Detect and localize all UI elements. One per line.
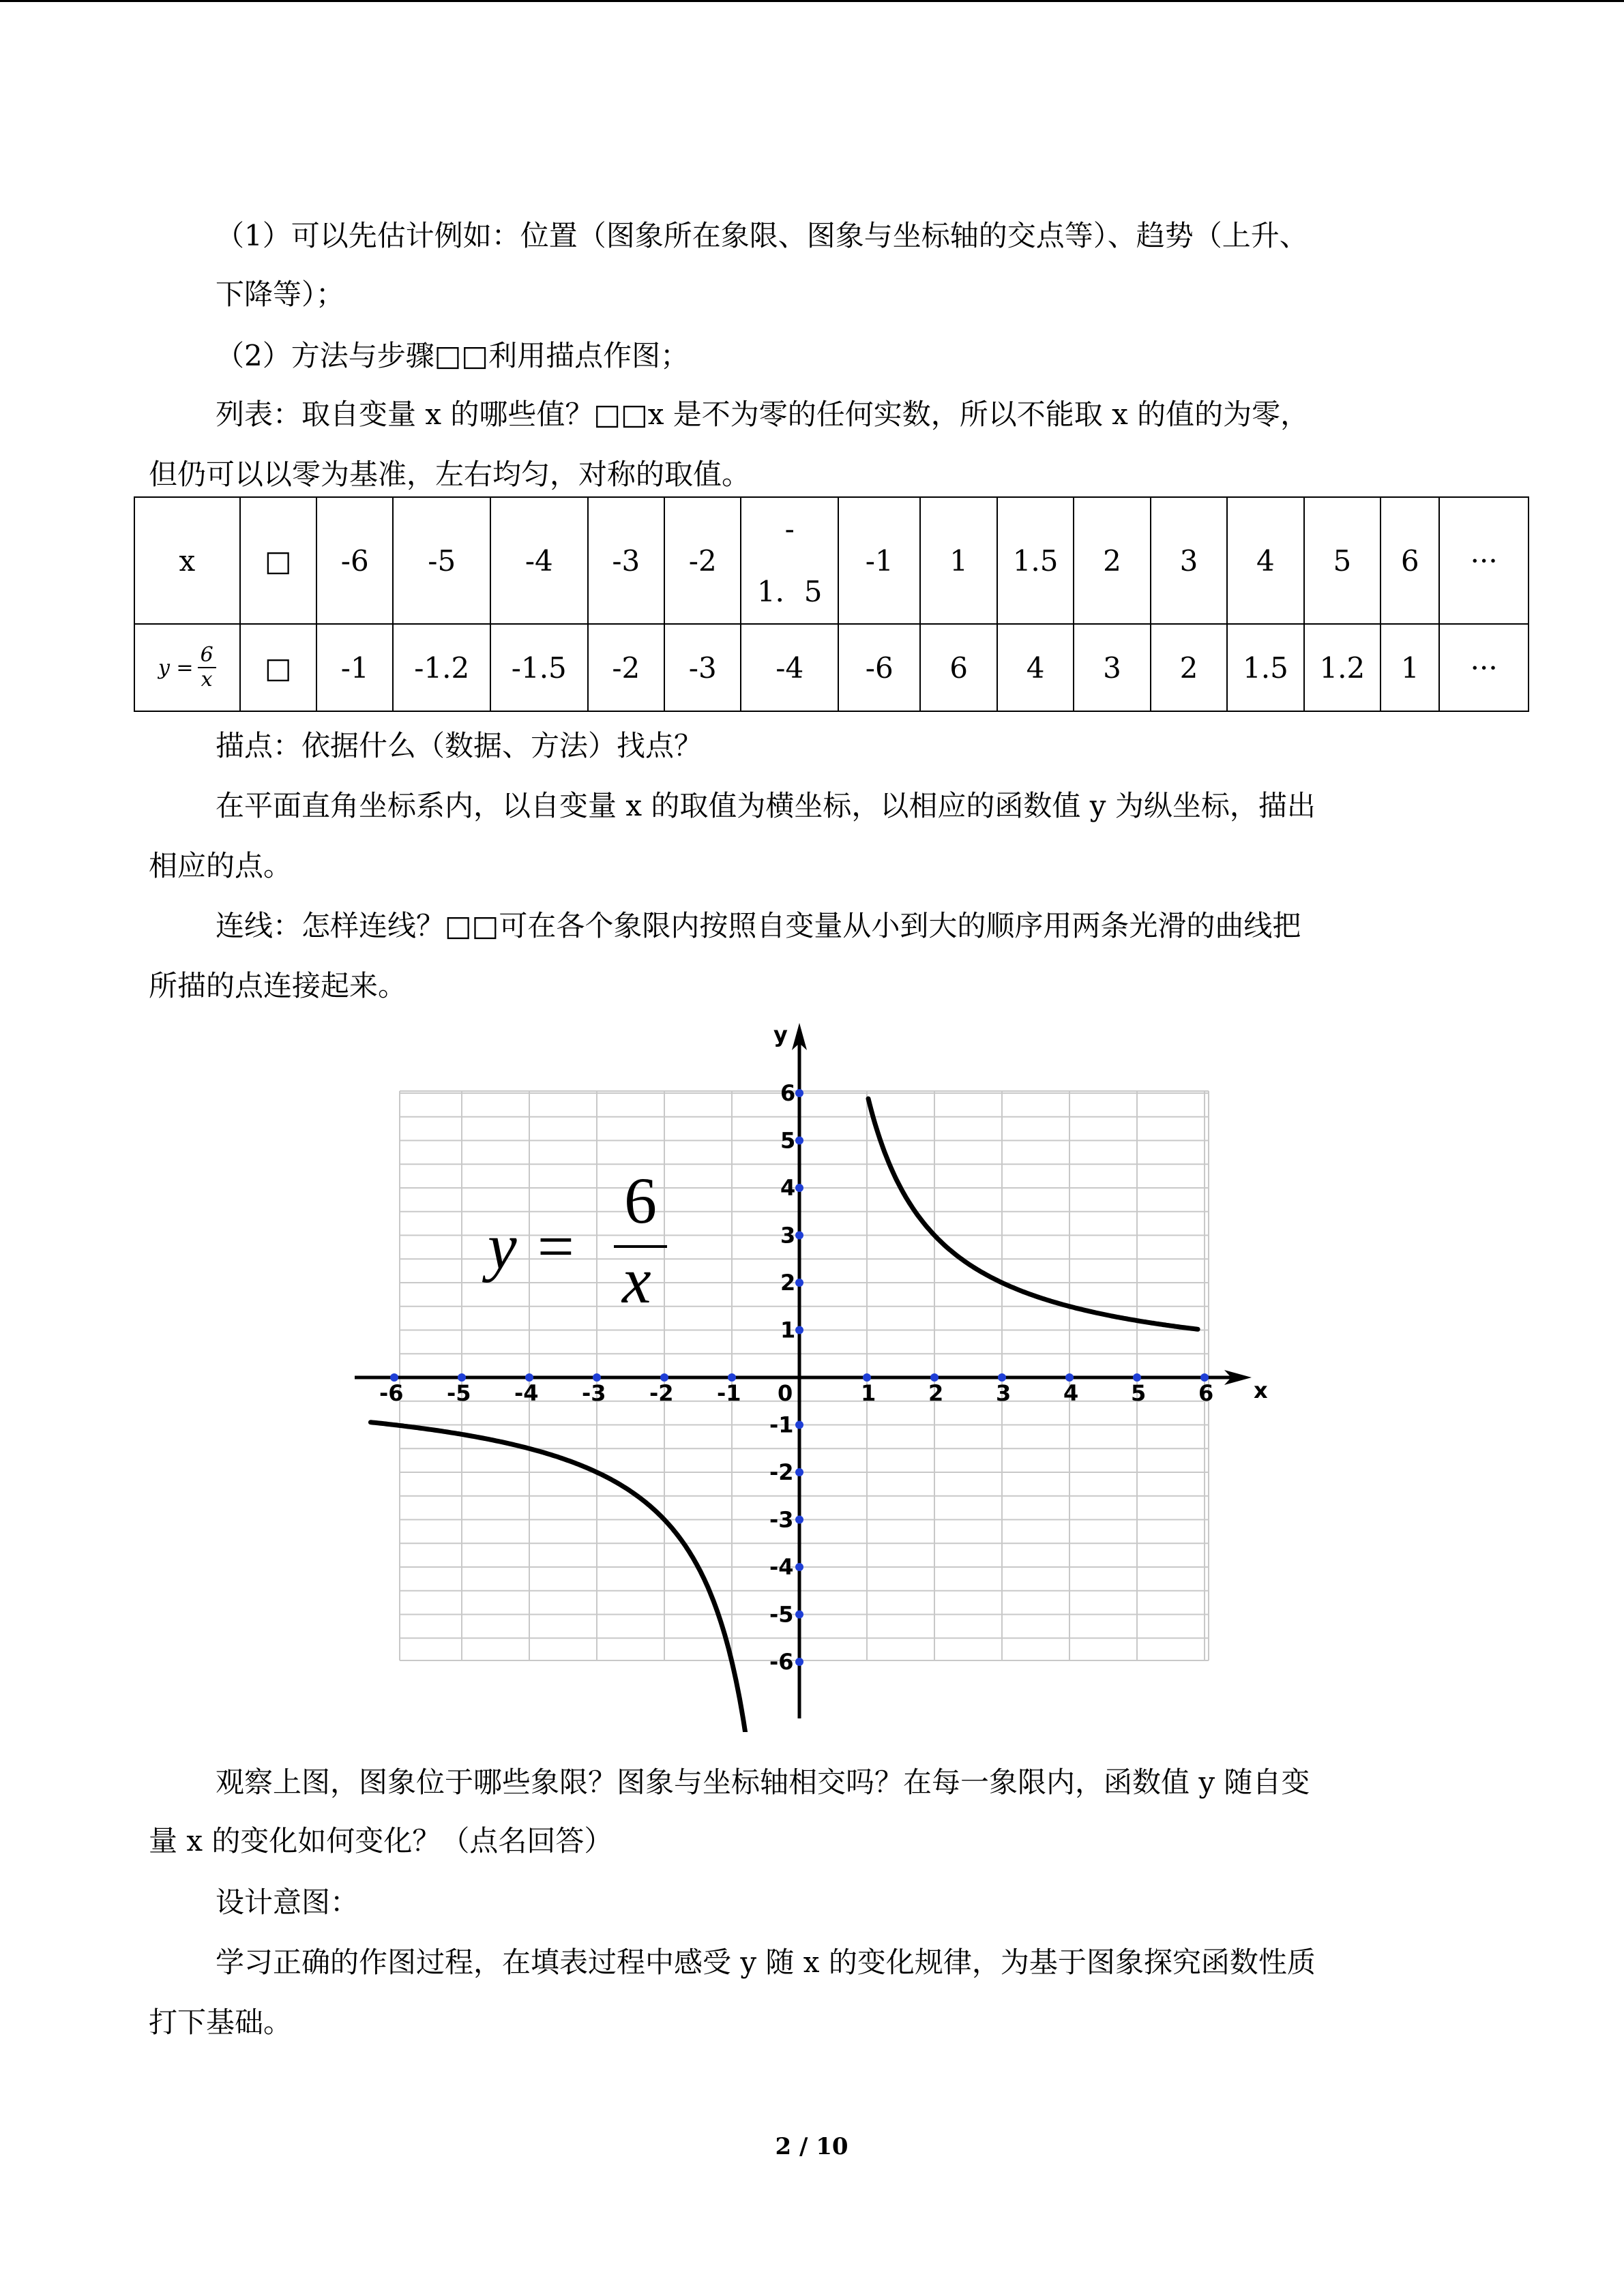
- table-cell: -2: [588, 624, 664, 711]
- y-tick-label: 5: [780, 1127, 796, 1154]
- paragraph-4: 描点：依据什么（数据、方法）找点？: [216, 729, 703, 762]
- table-cell: □: [240, 624, 316, 711]
- table-cell: -1: [316, 624, 393, 711]
- graph-formula-denominator: x: [622, 1244, 651, 1317]
- y-tick-label: -2: [769, 1459, 794, 1485]
- table-cell: ···: [1439, 624, 1529, 711]
- x-tick-label: 1: [861, 1380, 876, 1406]
- table-cell-line-2: 1．5: [756, 575, 823, 608]
- x-tick-label: 5: [1131, 1380, 1147, 1406]
- y-tick-label: -1: [769, 1412, 794, 1438]
- table-cell: 1.5: [1227, 624, 1303, 711]
- formula-numerator: 6: [198, 644, 216, 668]
- x-tick-label: 3: [996, 1380, 1012, 1406]
- table-cell: 1: [1381, 624, 1439, 711]
- table-header-x: x: [134, 497, 240, 624]
- table-cell: 4: [997, 624, 1074, 711]
- formula-lhs: y =: [158, 655, 194, 680]
- x-tick-label: 6: [1198, 1380, 1214, 1406]
- table-cell: -3: [588, 497, 664, 624]
- paragraph-1-line-2: 下降等）；: [216, 278, 345, 311]
- curve-branch-positive: [868, 1099, 1198, 1329]
- x-tick-label: 4: [1063, 1380, 1079, 1406]
- x-tick-label: -3: [582, 1380, 606, 1406]
- table-header-y: [134, 624, 240, 711]
- table-cell: 4: [1227, 497, 1303, 624]
- table-cell: -4: [741, 624, 838, 711]
- paragraph-5-line-1: 在平面直角坐标系内，以自变量 x 的取值为横坐标，以相应的函数值 y 为纵坐标，描出: [216, 789, 1316, 822]
- paragraph-7-line-2: 量 x 的变化如何变化？（点名回答）: [149, 1824, 613, 1858]
- x-tick-label: -4: [514, 1380, 539, 1406]
- y-tick-label: 3: [780, 1222, 796, 1249]
- paragraph-2: （2）方法与步骤□□利用描点作图；: [216, 339, 690, 372]
- y-tick-point: [795, 1279, 803, 1287]
- y-tick-label: 6: [780, 1080, 796, 1106]
- y-tick-point: [795, 1232, 803, 1240]
- x-tick-label: 2: [928, 1380, 944, 1406]
- table-row-x: [134, 497, 1529, 624]
- table-cell: 5: [1304, 497, 1381, 624]
- table-cell: -1: [838, 497, 920, 624]
- table-cell: -3: [664, 624, 741, 711]
- y-tick-point: [795, 1516, 803, 1524]
- table-cell: -6: [838, 624, 920, 711]
- formula-fraction: [198, 644, 216, 691]
- y-tick-point: [795, 1089, 803, 1097]
- paragraph-3-line-1: 列表：取自变量 x 的哪些值？□□x 是不为零的任何实数，所以不能取 x 的值的为零，: [216, 398, 1310, 431]
- x-tick-label: -1: [717, 1380, 741, 1406]
- table-cell: 1.5: [997, 497, 1074, 624]
- paragraph-9-line-2: 打下基础。: [149, 2006, 293, 2039]
- graph-formula: [482, 1164, 667, 1317]
- table-cell: -4: [490, 497, 588, 624]
- x-tick-label: -6: [379, 1380, 404, 1406]
- curve-branch-negative: [370, 1422, 745, 1732]
- value-table: [134, 496, 1529, 712]
- page-top-border: [0, 0, 1624, 2]
- x-axis-label: x: [1254, 1377, 1268, 1403]
- y-tick-point: [795, 1421, 803, 1429]
- table-row-y: [134, 624, 1529, 711]
- paragraph-3-line-2: 但仍可以以零为基准，左右均匀，对称的取值。: [149, 458, 751, 491]
- table-cell: ···: [1439, 497, 1529, 624]
- y-tick-label: -6: [769, 1649, 794, 1675]
- y-tick-label: 4: [780, 1175, 796, 1201]
- table-cell-line-1: -: [784, 512, 795, 546]
- y-tick-label: 1: [780, 1317, 796, 1343]
- table-cell: -5: [393, 497, 490, 624]
- graph-formula-lhs: y =: [488, 1210, 578, 1283]
- y-tick-label: -5: [769, 1601, 794, 1628]
- x-tick-label: -2: [649, 1380, 674, 1406]
- paragraph-6-line-1: 连线：怎样连线？□□可在各个象限内按照自变量从小到大的顺序用两条光滑的曲线把: [216, 909, 1301, 942]
- y-tick-label: -4: [769, 1554, 794, 1580]
- table-cell: 2: [1151, 624, 1227, 711]
- table-cell: 2: [1074, 497, 1150, 624]
- table-cell: 6: [920, 624, 996, 711]
- table-cell: 1.2: [1304, 624, 1381, 711]
- paragraph-1-line-1: （1）可以先估计例如：位置（图象所在象限、图象与坐标轴的交点等）、趋势（上升、: [216, 219, 1308, 252]
- y-tick-point: [795, 1658, 803, 1666]
- table-cell: 3: [1151, 497, 1227, 624]
- graph-formula-numerator: 6: [624, 1164, 657, 1237]
- function-graph: [334, 1016, 1289, 1732]
- formula-denominator: x: [201, 668, 213, 691]
- paragraph-8: 设计意图：: [216, 1885, 359, 1919]
- x-tick-label: -5: [447, 1380, 471, 1406]
- table-cell: □: [240, 497, 316, 624]
- table-cell: -1.2: [393, 624, 490, 711]
- paragraph-9-line-1: 学习正确的作图过程，在填表过程中感受 y 随 x 的变化规律，为基于图象探究函数性质: [216, 1945, 1316, 1979]
- table-cell-wrapped: [741, 497, 838, 624]
- table-cell: -2: [664, 497, 741, 624]
- page-number: 2 / 10: [775, 2133, 848, 2160]
- y-tick-point: [795, 1184, 803, 1192]
- y-axis-label: y: [773, 1022, 788, 1047]
- table-cell: -1.5: [490, 624, 588, 711]
- paragraph-7-line-1: 观察上图，图象位于哪些象限？图象与坐标轴相交吗？在每一象限内，函数值 y 随自变: [216, 1765, 1310, 1799]
- y-tick-point: [795, 1468, 803, 1476]
- y-tick-point: [795, 1563, 803, 1571]
- y-tick-point: [795, 1137, 803, 1145]
- table-cell: 1: [920, 497, 996, 624]
- origin-label: 0: [778, 1380, 793, 1406]
- table-cell: -6: [316, 497, 393, 624]
- paragraph-6-line-2: 所描的点连接起来。: [149, 969, 407, 1002]
- y-tick-label: 2: [780, 1270, 796, 1296]
- table-cell: 3: [1074, 624, 1150, 711]
- table-cell: 6: [1381, 497, 1439, 624]
- paragraph-5-line-2: 相应的点。: [149, 849, 293, 882]
- y-tick-point: [795, 1611, 803, 1619]
- y-tick-label: -3: [769, 1506, 794, 1533]
- y-tick-point: [795, 1326, 803, 1335]
